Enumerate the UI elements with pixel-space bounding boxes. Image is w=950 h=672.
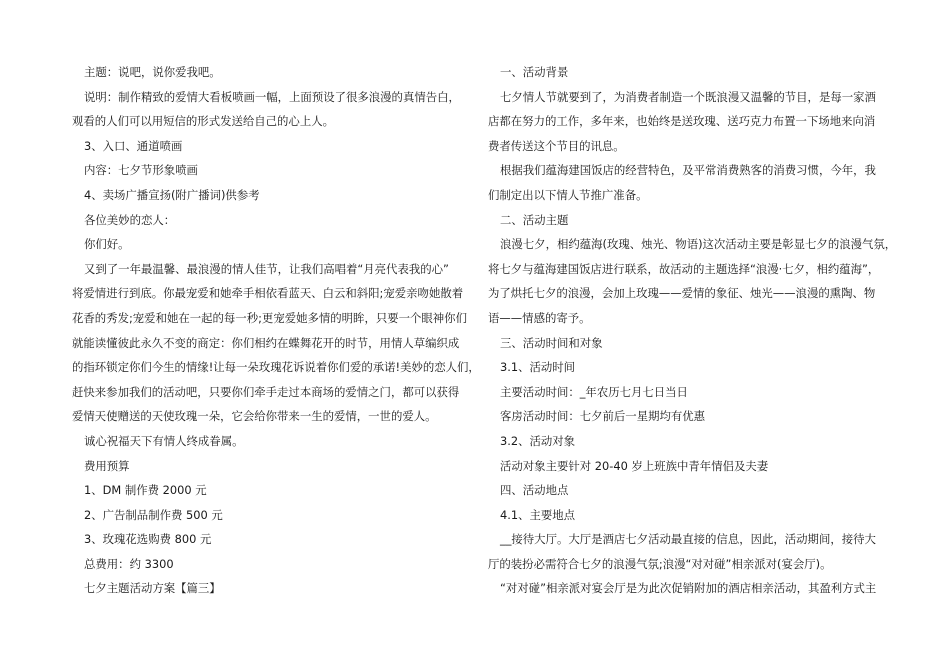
paragraph-line: 一、活动背景 <box>500 65 569 79</box>
paragraph-line: 费者传送这个节目的讯息。 <box>488 138 625 153</box>
paragraph-line: 1、DM 制作费 2000 元 <box>84 483 207 498</box>
paragraph-line: 语——情感的寄予。 <box>488 310 591 325</box>
paragraph-line: 二、活动主题 <box>500 212 569 227</box>
paragraph-line: 主要活动时间：_年农历七月七日当日 <box>500 384 688 399</box>
paragraph-line: __接待大厅。大厅是酒店七夕活动最直接的信息，因此，活动期间，接待大 <box>500 532 876 547</box>
paragraph-line: 2、广告制品制作费 500 元 <box>84 507 223 522</box>
paragraph-line: 总费用：约 3300 <box>84 556 174 571</box>
paragraph-line: 各位美妙的恋人： <box>84 212 176 227</box>
paragraph-line: 四、活动地点 <box>500 483 569 498</box>
paragraph-line: 3.1、活动时间 <box>500 360 576 375</box>
paragraph-line: 三、活动时间和对象 <box>500 335 603 350</box>
right-column <box>488 60 897 601</box>
paragraph-line: 3、玫瑰花选购费 800 元 <box>84 532 212 547</box>
paragraph-line: 店都在努力的工作，多年来，也始终是送玫瑰、送巧克力布置一下场地来向消 <box>488 114 876 129</box>
paragraph-line: 客房活动时间：七夕前后一星期均有优惠 <box>500 409 706 424</box>
left-column <box>72 60 480 601</box>
paragraph-line: 们制定出以下情人节推广准备。 <box>488 187 648 202</box>
paragraph-line: 浪漫七夕，相约蕴海(玫瑰、烛光、物语)这次活动主要是彰显七夕的浪漫气氛， <box>500 237 897 252</box>
paragraph-line: 将七夕与蕴海建国饭店进行联系，故活动的主题选择“浪漫·七夕，相约蕴海”， <box>488 261 880 276</box>
paragraph-line: 3.2、活动对象 <box>500 433 576 448</box>
paragraph-line: 费用预算 <box>84 458 130 473</box>
paragraph-line: 诚心祝福天下有情人终成眷属。 <box>84 433 244 448</box>
paragraph-line: 的指环锁定你们今生的情缘!让每一朵玫瑰花诉说着你们爱的承诺!美妙的恋人们， <box>72 360 480 375</box>
paragraph-line: 厅的装扮必需符合七夕的浪漫气氛;浪漫“对对碰”相亲派对(宴会厅)。 <box>488 556 832 571</box>
paragraph-line: 爱情天使赠送的天使玫瑰一朵，它会给你带来一生的爱情，一世的爱人。 <box>72 409 437 424</box>
paragraph-line: 七夕主题活动方案【篇三】 <box>84 581 221 596</box>
paragraph-line: 观看的人们可以用短信的形式发送给自己的心上人。 <box>72 114 334 129</box>
paragraph-line: 内容：七夕节形象喷画 <box>84 163 198 178</box>
paragraph-line: 根据我们蕴海建国饭店的经营特色，及平常消费熟客的消费习惯，今年，我 <box>500 163 876 178</box>
paragraph-line: 就能读懂彼此永久不变的商定：你们相约在蝶舞花开的时节，用情人草编织成 <box>72 335 460 350</box>
paragraph-line: 你们好。 <box>84 237 130 252</box>
paragraph-line: 3、入口、通道喷画 <box>84 138 183 153</box>
paragraph-line: 赶快来参加我们的活动吧，只要你们牵手走过本商场的爱情之门，都可以获得 <box>72 384 460 399</box>
paragraph-line: 活动对象主要针对 20-40 岁上班族中青年情侣及夫妻 <box>500 458 769 473</box>
paragraph-line: 主题：说吧，说你爱我吧。 <box>84 65 221 79</box>
paragraph-line: 又到了一年最温馨、最浪漫的情人佳节，让我们高唱着“月亮代表我的心” <box>84 261 449 276</box>
paragraph-line: 七夕情人节就要到了，为消费者制造一个既浪漫又温馨的节目，是每一家酒 <box>500 89 876 104</box>
paragraph-line: 4、卖场广播宣扬(附广播词)供参考 <box>84 187 260 202</box>
paragraph-line: 将爱情进行到底。你最宠爱和她牵手相依看蓝天、白云和斜阳;宠爱亲吻她散着 <box>72 286 464 301</box>
paragraph-line: 为了烘托七夕的浪漫，会加上玫瑰——爱情的象征、烛光——浪漫的熏陶、物 <box>488 286 876 301</box>
paragraph-line: “对对碰”相亲派对宴会厅是为此次促销附加的酒店相亲活动，其盈利方式主 <box>500 581 877 596</box>
paragraph-line: 花香的秀发;宠爱和她在一起的每一秒;更宠爱她多情的明眸，只要一个眼神你们 <box>72 310 467 325</box>
paragraph-line: 说明：制作精致的爱情大看板喷画一幅，上面预设了很多浪漫的真情告白， <box>84 89 460 104</box>
paragraph-line: 4.1、主要地点 <box>500 507 576 522</box>
